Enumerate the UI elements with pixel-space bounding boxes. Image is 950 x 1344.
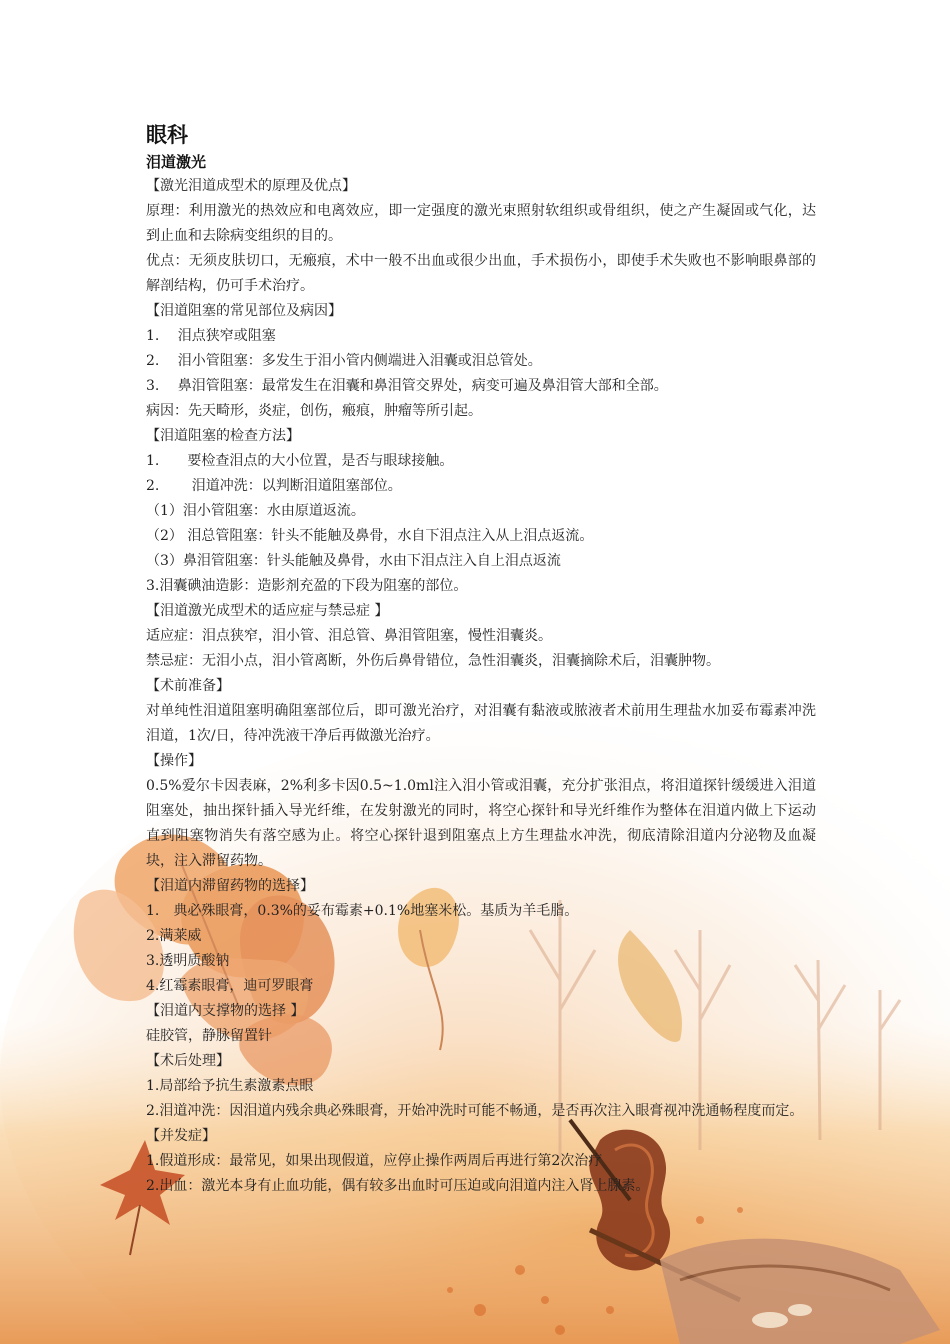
paragraph: 优点：无须皮肤切口，无瘢痕，术中一般不出血或很少出血，手术损伤小，即使手术失败也不影响眼鼻部的解剖结构，仍可手术治疗。 bbox=[146, 253, 816, 294]
text-line: 2.满莱威 bbox=[146, 928, 202, 944]
text-line: 适应症：泪点狭窄，泪小管、泪总管、鼻泪管阻塞，慢性泪囊炎。 bbox=[146, 628, 552, 644]
text-line: 4.红霉素眼膏，迪可罗眼膏 bbox=[146, 978, 314, 994]
text-line: 【泪道激光成型术的适应症与禁忌症 】 bbox=[146, 603, 389, 619]
paragraph: 原理：利用激光的热效应和电离效应，即一定强度的激光束照射软组织或骨组织，使之产生凝固或气化，达到止血和去除病变组织的目的。 bbox=[146, 203, 816, 244]
text-line: 【术后处理】 bbox=[146, 1053, 230, 1069]
text-line: 【激光泪道成型术的原理及优点】 bbox=[146, 178, 356, 194]
paragraph: 0.5%爱尔卡因表麻，2%利多卡因0.5~1.0ml注入泪小管或泪囊，充分扩张泪点，将泪道探针缓缓进入泪道阻塞处，抽出探针插入导光纤维，在发射激光的同时，将空心探针和导光纤维作为整体在泪道内做上下运动直到阻塞物消失有落空感为止。将空心探针退到阻塞点上方生理盐水冲洗，彻底清除泪道内分泌物及血凝块，注入滞留药物。 bbox=[146, 778, 816, 869]
text-line: 【并发症】 bbox=[146, 1128, 216, 1144]
text-line: 【泪道内支撑物的选择 】 bbox=[146, 1003, 305, 1019]
text-line: 病因：先天畸形，炎症，创伤，瘢痕，肿瘤等所引起。 bbox=[146, 403, 482, 419]
document-body bbox=[146, 174, 816, 1199]
text-line: 3.透明质酸钠 bbox=[146, 953, 230, 969]
text-line: 【泪道阻塞的常见部位及病因】 bbox=[146, 303, 342, 319]
text-line: 2. 泪小管阻塞：多发生于泪小管内侧端进入泪囊或泪总管处。 bbox=[146, 353, 542, 369]
text-line: 3.泪囊碘油造影：造影剂充盈的下段为阻塞的部位。 bbox=[146, 578, 468, 594]
text-line: 【术前准备】 bbox=[146, 678, 230, 694]
page-title: 眼科 bbox=[146, 123, 188, 147]
text-line: 1. 要检查泪点的大小位置，是否与眼球接触。 bbox=[146, 453, 454, 469]
text-line: 【泪道内滞留药物的选择】 bbox=[146, 878, 314, 894]
paragraph: 对单纯性泪道阻塞明确阻塞部位后，即可激光治疗，对泪囊有黏液或脓液者术前用生理盐水加妥布霉素冲洗泪道，1次/日，待冲洗液干净后再做激光治疗。 bbox=[146, 703, 816, 744]
section-title: 泪道激光 bbox=[146, 153, 207, 171]
text-line: 1. 泪点狭窄或阻塞 bbox=[146, 328, 276, 344]
text-line: 【操作】 bbox=[146, 753, 202, 769]
text-line: 1.假道形成：最常见，如果出现假道，应停止操作两周后再进行第2次治疗 bbox=[146, 1153, 603, 1169]
text-line: 2.出血：激光本身有止血功能，偶有较多出血时可压迫或向泪道内注入肾上腺素。 bbox=[146, 1178, 650, 1194]
text-line: 1.局部给予抗生素激素点眼 bbox=[146, 1078, 314, 1094]
text-line: （1）泪小管阻塞：水由原道返流。 bbox=[146, 503, 365, 519]
text-line: 【泪道阻塞的检查方法】 bbox=[146, 428, 300, 444]
text-line: （2） 泪总管阻塞：针头不能触及鼻骨，水自下泪点注入从上泪点返流。 bbox=[146, 528, 594, 544]
text-line: 2. 泪道冲洗：以判断泪道阻塞部位。 bbox=[146, 478, 402, 494]
text-line: 硅胶管，静脉留置针 bbox=[146, 1028, 272, 1044]
paragraph: 2.泪道冲洗：因泪道内残余典必殊眼膏，开始冲洗时可能不畅通，是否再次注入眼膏视冲洗通畅程度而定。 bbox=[146, 1103, 804, 1119]
text-line: 3. 鼻泪管阻塞：最常发生在泪囊和鼻泪管交界处，病变可遍及鼻泪管大部和全部。 bbox=[146, 378, 668, 394]
text-line: 禁忌症：无泪小点，泪小管离断，外伤后鼻骨错位，急性泪囊炎，泪囊摘除术后，泪囊肿物。 bbox=[146, 653, 720, 669]
text-line: 1. 典必殊眼膏，0.3%的妥布霉素+0.1%地塞米松。基质为羊毛脂。 bbox=[146, 903, 579, 919]
document-page bbox=[146, 120, 816, 1199]
text-line: （3）鼻泪管阻塞：针头能触及鼻骨，水由下泪点注入自上泪点返流 bbox=[146, 553, 561, 569]
